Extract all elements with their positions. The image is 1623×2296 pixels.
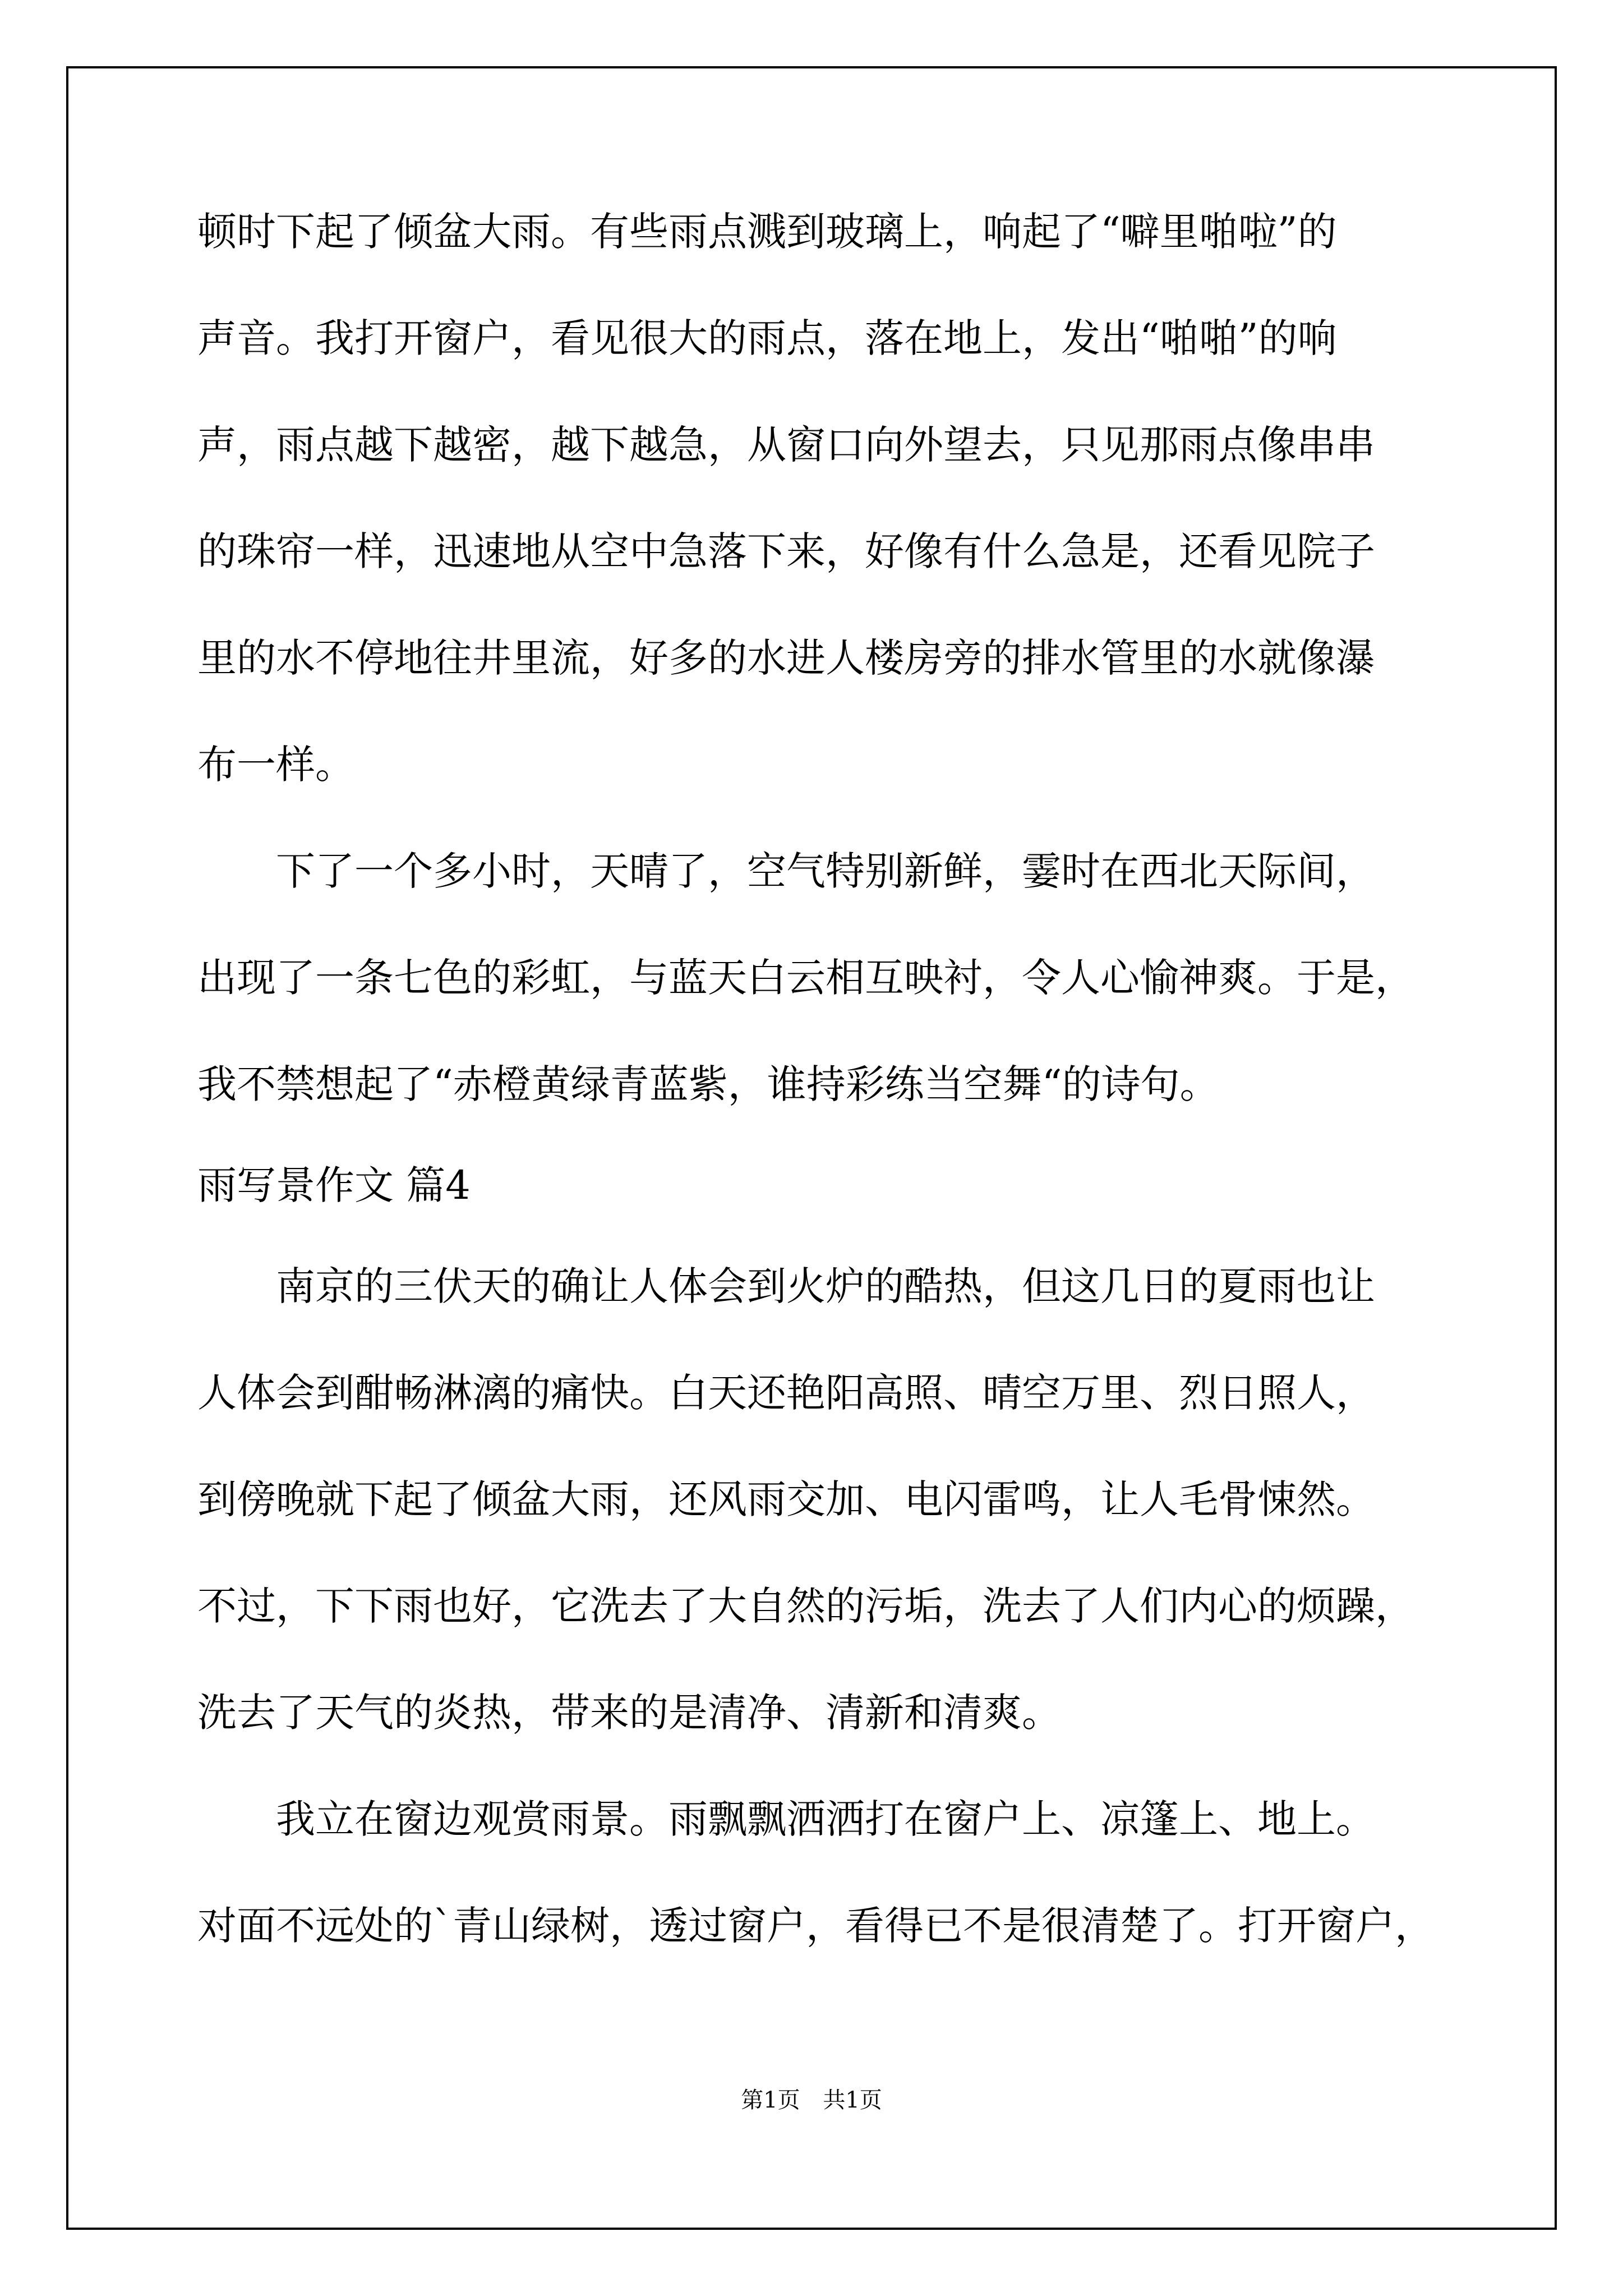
- text-line: 声音。我打开窗户，看见很大的雨点，落在地上，发出“啪啪”的响: [197, 315, 1337, 361]
- text-line: 南京的三伏天的确让人体会到火炉的酷热，但这几日的夏雨也让: [197, 1263, 1375, 1309]
- text-line: 我立在窗边观赏雨景。雨飘飘洒洒打在窗户上、凉篷上、地上。: [197, 1796, 1375, 1842]
- text-line: 下了一个多小时，天晴了，空气特别新鲜，霎时在西北天际间，: [197, 848, 1375, 894]
- text-line: 声，雨点越下越密，越下越急，从窗口向外望去，只见那雨点像串串: [197, 422, 1375, 468]
- section-heading: 雨写景作文 篇4: [197, 1162, 471, 1208]
- text-line: 不过，下下雨也好，它洗去了大自然的污垢，洗去了人们内心的烦躁，: [197, 1583, 1414, 1629]
- text-line: 的珠帘一样，迅速地从空中急落下来，好像有什么急是，还看见院子: [197, 528, 1375, 574]
- page-footer: [0, 2082, 1623, 2114]
- text-line: 对面不远处的`青山绿树，透过窗户，看得已不是很清楚了。打开窗户，: [197, 1903, 1434, 1949]
- text-line: 里的水不停地往井里流，好多的水进人楼房旁的排水管里的水就像瀑: [197, 635, 1375, 681]
- text-line: 到傍晚就下起了倾盆大雨，还风雨交加、电闪雷鸣，让人毛骨悚然。: [197, 1476, 1375, 1522]
- page-number: 第1页: [741, 2087, 800, 2113]
- text-line: 出现了一条七色的彩虹，与蓝天白云相互映衬，令人心愉神爽。于是，: [197, 955, 1414, 1001]
- text-line: 洗去了天气的炎热，带来的是清净、清新和清爽。: [197, 1690, 1061, 1736]
- text-line: 布一样。: [197, 742, 354, 788]
- page-total: 共1页: [823, 2087, 882, 2113]
- text-line: 顿时下起了倾盆大雨。有些雨点溅到玻璃上，响起了“噼里啪啦”的: [197, 209, 1337, 255]
- text-line: 我不禁想起了“赤橙黄绿青蓝紫，谁持彩练当空舞“的诗句。: [197, 1061, 1219, 1107]
- text-line: 人体会到酣畅淋漓的痛快。白天还艳阳高照、晴空万里、烈日照人，: [197, 1370, 1375, 1416]
